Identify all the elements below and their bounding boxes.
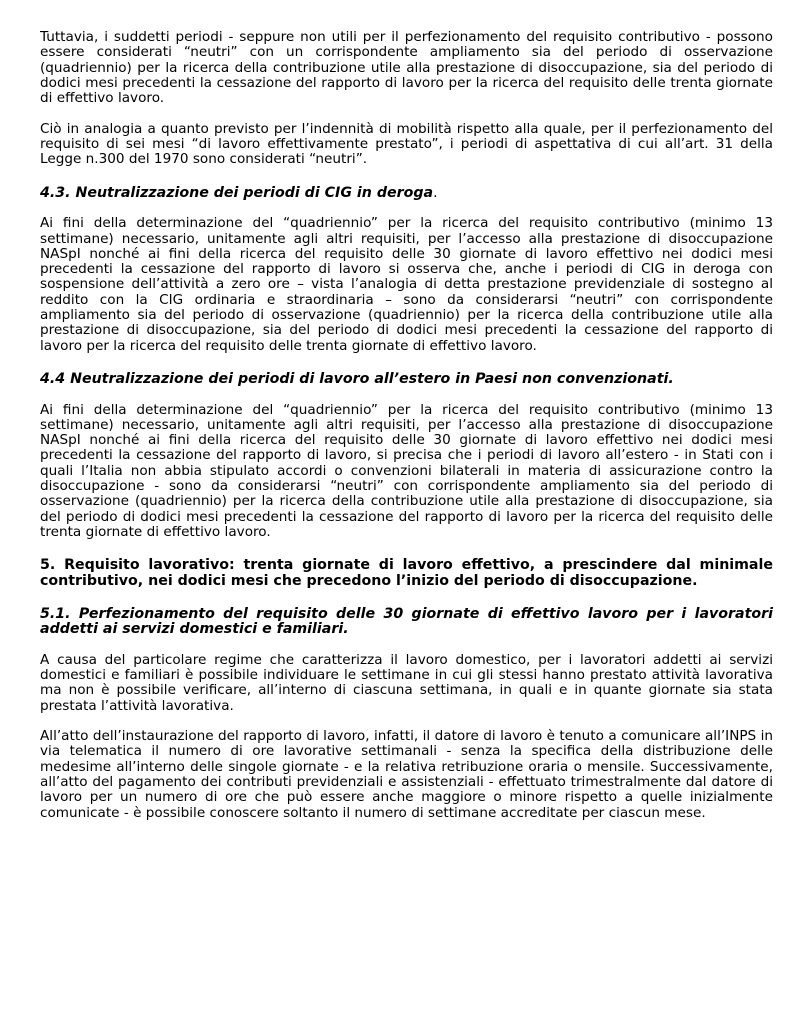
section-heading-4-3-suffix: . <box>433 184 438 201</box>
paragraph-foreign-work: Ai fini della determinazione del “quadriennio” per la ricerca del requisito contributivo (minimo 13 settimane) necessario, unitamente agli altri requisiti, per l’accesso alla prestazione di disoccupazione NASpI nonché ai fini della ricerca del requisito delle 30 giornate di lavoro effettivo nei dodici mesi precedenti la cessazione del rapporto di lavoro, si precisa che i periodi di lavoro all’estero - in Stati con i quali l’Italia non abbia stipulato accordi o convenzioni bilaterali in materia di assicurazione contro la disoccupazione - sono da considerarsi “neutri” con corrispondente ampliamento sia del periodo di osservazione (quadriennio) per la ricerca della contribuzione utile alla prestazione di disoccupazione, sia del periodo di dodici mesi precedenti la cessazione del rapporto di lavoro per la ricerca del requisito delle trenta giornate di effettivo lavoro. <box>40 401 773 540</box>
paragraph-domestic-work: A causa del particolare regime che caratterizza il lavoro domestico, per i lavoratori addetti ai servizi domestici e familiari è possibile individuare le settimane in cui gli stessi hanno prestato attività lavorativa ma non è possibile verificare, all’interno di ciascuna settimana, in quali e in quante giornate sia stata prestata l’attività lavorativa. <box>40 651 773 714</box>
paragraph-neutral-periods: Tuttavia, i suddetti periodi - seppure non utili per il perfezionamento del requisito contributivo - possono essere considerati “neutri” con un corrispondente ampliamento sia del periodo di osservazione (quadriennio) per la ricerca della contribuzione utile alla prestazione di disoccupazione, sia del periodo di dodici mesi precedenti la cessazione del rapporto di lavoro per la ricerca del requisito delle trenta giornate di effettivo lavoro. <box>40 29 773 107</box>
section-heading-5: 5. Requisito lavorativo: trenta giornate di lavoro effettivo, a prescindere dal minimale contributivo, nei dodici mesi che precedono l’inizio del periodo di disoccupazione. <box>40 557 773 589</box>
paragraph-employer-communication: All’atto dell’instaurazione del rapporto di lavoro, infatti, il datore di lavoro è tenuto a comunicare all’INPS in via telematica il numero di ore lavorative settimanali - senza la specifica della distribuzione delle medesime all’interno delle singole giornate - e la relativa retribuzione oraria o mensile. Successivamente, all’atto del pagamento dei contributi previdenziali e assistenziali - effettuato trimestralmente dal datore di lavoro per un numero di ore che può essere anche maggiore o minore rispetto a quelle inizialmente comunicate - è possibile conoscere soltanto il numero di settimane accreditate per ciascun mese. <box>40 728 773 821</box>
paragraph-cig-deroga: Ai fini della determinazione del “quadriennio” per la ricerca del requisito contributivo (minimo 13 settimane) necessario, unitamente agli altri requisiti, per l’accesso alla prestazione di disoccupazione NASpI nonché ai fini della ricerca del requisito delle 30 giornate di lavoro effettivo nei dodici mesi precedenti la cessazione del rapporto di lavoro si osserva che, anche i periodi di CIG in deroga con sospensione dell’attività a zero ore – vista l’analogia di detta prestazione previdenziale di sostegno al reddito con la CIG ordinaria e straordinaria – sono da considerarsi “neutri” con corrispondente ampliamento sia del periodo di osservazione (quadriennio) per la ricerca della contribuzione utile alla prestazione di disoccupazione, sia del periodo di dodici mesi precedenti la cessazione del rapporto di lavoro per la ricerca del requisito delle trenta giornate di effettivo lavoro. <box>40 215 773 354</box>
section-heading-4-4: 4.4 Neutralizzazione dei periodi di lavoro all’estero in Paesi non convenzionati. <box>40 370 674 387</box>
section-heading-4-3 <box>40 186 773 201</box>
document-page <box>40 30 773 836</box>
section-heading-4-3-text: 4.3. Neutralizzazione dei periodi di CIG in deroga <box>40 184 434 201</box>
paragraph-mobility-analogy: Ciò in analogia a quanto previsto per l’indennità di mobilità rispetto alla quale, per il perfezionamento del requisito di sei mesi “di lavoro effettivamente prestato”, i periodi di aspettativa di cui all’art. 31 della Legge n.300 del 1970 sono considerati “neutri”. <box>40 120 773 168</box>
section-heading-5-1: 5.1. Perfezionamento del requisito delle 30 giornate di effettivo lavoro per i lavoratori addetti ai servizi domestici e familiari. <box>40 605 773 638</box>
